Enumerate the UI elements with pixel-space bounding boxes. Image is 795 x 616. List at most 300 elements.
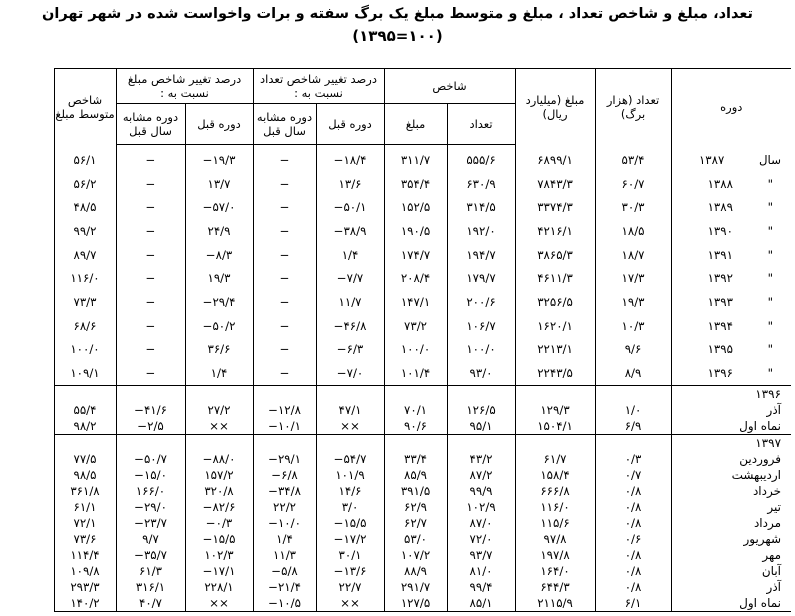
amount-cell: ۶۴۴/۳ <box>515 579 595 595</box>
count-change-prev-cell: ۱۴/۶ <box>316 483 384 499</box>
table-row <box>4 483 791 499</box>
table-row <box>4 499 791 515</box>
count-change-same-cell: − <box>253 145 316 172</box>
index-count-cell: ۸۷/۰ <box>447 515 515 531</box>
index-amount-cell: ۹۰/۶ <box>384 418 447 435</box>
index-amount-cell: ۶۲/۷ <box>384 515 447 531</box>
empty-cell <box>447 385 515 402</box>
amount-change-prev-cell: ۲۲۸/۱ <box>185 579 253 595</box>
index-amount-cell: ۱۰۷/۲ <box>384 547 447 563</box>
year-label: ۱۳۹۱ <box>707 247 733 262</box>
index-count-cell: ۸۷/۲ <box>447 467 515 483</box>
table-row <box>4 515 791 531</box>
average-index-cell: ۱۴۰/۲ <box>54 595 116 612</box>
table-row <box>4 172 791 196</box>
amount-change-prev-cell: ۱۳/۷ <box>185 172 253 196</box>
amount-cell: ۴۶۱۱/۳ <box>515 266 595 290</box>
table-row <box>4 361 791 385</box>
amount-cell: ۴۲۱۶/۱ <box>515 219 595 243</box>
index-amount-cell: ۳۳/۴ <box>384 451 447 467</box>
average-index-cell: ۴۸/۵ <box>54 195 116 219</box>
section-year-label: ۱۳۹۶ <box>671 385 791 402</box>
amount-cell: ۷۸۴۳/۳ <box>515 172 595 196</box>
table-title: تعداد، مبلغ و شاخص تعداد ، مبلغ و متوسط مبلغ یک برگ سفته و برات واخواست شده در شهر تهران <box>41 6 753 22</box>
empty-cell <box>515 385 595 402</box>
amount-cell: ۶۸۹۹/۱ <box>515 145 595 172</box>
count-change-prev-cell: −۷/۷ <box>316 266 384 290</box>
count-change-prev-cell: ×× <box>316 418 384 435</box>
year-label: ۱۳۸۹ <box>707 200 733 215</box>
amount-change-prev-cell: ۳۶/۶ <box>185 338 253 362</box>
amount-change-prev-cell: ۲۷/۲ <box>185 402 253 418</box>
period-cell <box>671 338 791 362</box>
header-count: تعداد (هزار برگ) <box>595 69 671 145</box>
count-cell: ۰/۷ <box>595 467 671 483</box>
count-change-prev-cell: ۱۰۱/۹ <box>316 467 384 483</box>
table-row <box>4 219 791 243</box>
amount-change-same-cell: − <box>116 314 185 338</box>
count-cell: ۱۸/۵ <box>595 219 671 243</box>
empty-cell <box>595 434 671 451</box>
count-change-prev-cell: −۵۰/۱ <box>316 195 384 219</box>
amount-change-prev-cell: −۸۲/۶ <box>185 499 253 515</box>
amount-cell: ۱۲۹/۳ <box>515 402 595 418</box>
count-change-prev-cell: ۱۱/۷ <box>316 290 384 314</box>
count-cell: ۱۰/۳ <box>595 314 671 338</box>
amount-change-same-cell: −۲۹/۰ <box>116 499 185 515</box>
amount-cell: ۱۱۵/۶ <box>515 515 595 531</box>
count-change-prev-cell: ×× <box>316 595 384 612</box>
count-cell: ۱۹/۳ <box>595 290 671 314</box>
empty-cell <box>316 434 384 451</box>
amount-change-same-cell: − <box>116 338 185 362</box>
amount-change-prev-cell: −۸/۳ <box>185 243 253 267</box>
count-change-same-cell: −۱۰/۰ <box>253 515 316 531</box>
amount-change-prev-cell: ۱۰۲/۳ <box>185 547 253 563</box>
header-amount-change: درصد تغییر شاخص مبلغ نسبت به : <box>116 69 253 104</box>
average-index-cell: ۹۸/۲ <box>54 418 116 435</box>
count-cell: ۶/۹ <box>595 418 671 435</box>
count-change-same-cell: −۳۴/۸ <box>253 483 316 499</box>
amount-change-prev-cell: −۱۵/۵ <box>185 531 253 547</box>
average-index-cell: ۲۹۳/۳ <box>54 579 116 595</box>
table-row <box>4 195 791 219</box>
index-count-cell: ۸۱/۰ <box>447 563 515 579</box>
year-label: ۱۳۸۸ <box>707 176 733 191</box>
index-count-cell: ۹۳/۰ <box>447 361 515 385</box>
period-cell <box>671 145 791 172</box>
average-index-cell: ۹۸/۵ <box>54 467 116 483</box>
empty-cell <box>384 434 447 451</box>
amount-cell: ۶۱/۷ <box>515 451 595 467</box>
amount-cell: ۱۱۶/۰ <box>515 499 595 515</box>
amount-change-prev-cell: ۱۹/۳ <box>185 266 253 290</box>
count-cell: ۰/۳ <box>595 451 671 467</box>
data-table <box>4 68 791 612</box>
count-change-prev-cell: −۴۶/۸ <box>316 314 384 338</box>
empty-cell <box>447 434 515 451</box>
month-label: شهریور <box>671 531 791 547</box>
index-amount-cell: ۳۱۱/۷ <box>384 145 447 172</box>
index-amount-cell: ۸۵/۹ <box>384 467 447 483</box>
average-index-cell: ۷۳/۶ <box>54 531 116 547</box>
average-index-cell: ۱۰۰/۰ <box>54 338 116 362</box>
section-year-row <box>4 385 791 402</box>
empty-cell <box>116 385 185 402</box>
period-label: " <box>767 223 774 238</box>
month-label: مهر <box>671 547 791 563</box>
empty-cell <box>54 385 116 402</box>
amount-change-same-cell: −۴۱/۶ <box>116 402 185 418</box>
table-row <box>4 338 791 362</box>
table-subtitle-base-year: (۱۰۰=۱۳۹۵) <box>352 27 443 45</box>
index-count-cell: ۹۹/۴ <box>447 579 515 595</box>
index-count-cell: ۱۰۲/۹ <box>447 499 515 515</box>
amount-change-prev-cell: −۸۸/۰ <box>185 451 253 467</box>
period-label: " <box>767 200 774 215</box>
amount-cell: ۹۷/۸ <box>515 531 595 547</box>
count-change-same-cell: − <box>253 314 316 338</box>
index-count-cell: ۱۷۹/۷ <box>447 266 515 290</box>
count-change-same-cell: − <box>253 195 316 219</box>
average-index-cell: ۵۵/۴ <box>54 402 116 418</box>
index-count-cell: ۲۰۰/۶ <box>447 290 515 314</box>
amount-change-prev-cell: ۲۴/۹ <box>185 219 253 243</box>
amount-change-prev-cell: −۵۰/۲ <box>185 314 253 338</box>
index-count-cell: ۵۵۵/۶ <box>447 145 515 172</box>
count-change-same-cell: − <box>253 172 316 196</box>
amount-change-same-cell: −۲/۵ <box>116 418 185 435</box>
index-amount-cell: ۱۲۷/۵ <box>384 595 447 612</box>
amount-change-prev-cell: −۰/۳ <box>185 515 253 531</box>
amount-change-same-cell: ۳۱۶/۱ <box>116 579 185 595</box>
count-change-same-cell: ۱/۴ <box>253 531 316 547</box>
index-count-cell: ۱۲۶/۵ <box>447 402 515 418</box>
period-cell <box>671 361 791 385</box>
header-index-count: تعداد <box>447 104 515 145</box>
amount-change-same-cell: −۱۵/۰ <box>116 467 185 483</box>
index-amount-cell: ۸۸/۹ <box>384 563 447 579</box>
table-row <box>4 314 791 338</box>
month-label: آبان <box>671 563 791 579</box>
amount-change-same-cell: ۴۰/۷ <box>116 595 185 612</box>
index-amount-cell: ۱۷۴/۷ <box>384 243 447 267</box>
month-label: اردیبهشت <box>671 467 791 483</box>
amount-change-same-cell: − <box>116 145 185 172</box>
header-amount-prev-period: دوره قبل <box>185 104 253 145</box>
index-count-cell: ۱۰۰/۰ <box>447 338 515 362</box>
period-cell <box>671 172 791 196</box>
table-row <box>4 563 791 579</box>
empty-cell <box>253 434 316 451</box>
count-cell: ۰/۸ <box>595 483 671 499</box>
index-amount-cell: ۲۰۸/۴ <box>384 266 447 290</box>
table-row <box>4 243 791 267</box>
count-change-same-cell: − <box>253 361 316 385</box>
period-label: " <box>767 342 774 357</box>
count-change-prev-cell: −۱۳/۶ <box>316 563 384 579</box>
amount-change-same-cell: − <box>116 172 185 196</box>
header-index-amount: مبلغ <box>384 104 447 145</box>
period-label: سال <box>758 152 782 167</box>
index-count-cell: ۷۲/۰ <box>447 531 515 547</box>
count-cell: ۰/۸ <box>595 547 671 563</box>
month-label: خرداد <box>671 483 791 499</box>
amount-change-prev-cell: ×× <box>185 595 253 612</box>
empty-cell <box>253 385 316 402</box>
period-label: " <box>767 294 774 309</box>
average-index-cell: ۱۰۹/۸ <box>54 563 116 579</box>
amount-cell: ۳۳۷۴/۳ <box>515 195 595 219</box>
period-label: " <box>767 318 774 333</box>
count-cell: ۰/۸ <box>595 563 671 579</box>
table-row <box>4 290 791 314</box>
count-cell: ۵۳/۴ <box>595 145 671 172</box>
index-amount-cell: ۳۵۴/۴ <box>384 172 447 196</box>
count-change-prev-cell: −۶/۳ <box>316 338 384 362</box>
count-cell: ۶۰/۷ <box>595 172 671 196</box>
count-change-prev-cell: −۱۵/۵ <box>316 515 384 531</box>
count-change-same-cell: −۱۲/۸ <box>253 402 316 418</box>
average-index-cell: ۷۲/۱ <box>54 515 116 531</box>
amount-change-same-cell: − <box>116 361 185 385</box>
index-amount-cell: ۱۰۰/۰ <box>384 338 447 362</box>
index-amount-cell: ۶۲/۹ <box>384 499 447 515</box>
average-index-cell: ۳۶۱/۸ <box>54 483 116 499</box>
index-amount-cell: ۵۳/۰ <box>384 531 447 547</box>
average-index-cell: ۸۹/۷ <box>54 243 116 267</box>
year-label: ۱۳۹۳ <box>707 294 733 309</box>
amount-cell: ۲۲۱۳/۱ <box>515 338 595 362</box>
index-amount-cell: ۱۵۲/۵ <box>384 195 447 219</box>
header-count-same-period: دوره مشابه سال قبل <box>253 104 316 145</box>
empty-cell <box>515 434 595 451</box>
amount-change-same-cell: − <box>116 195 185 219</box>
count-change-prev-cell: ۴۷/۱ <box>316 402 384 418</box>
amount-change-same-cell: − <box>116 243 185 267</box>
amount-change-prev-cell: ۱۵۷/۲ <box>185 467 253 483</box>
header-average-index: شاخص متوسط مبلغ <box>54 69 116 145</box>
empty-cell <box>595 385 671 402</box>
month-label: نماه اول <box>671 418 791 435</box>
index-count-cell: ۶۳۰/۹ <box>447 172 515 196</box>
year-label: ۱۳۹۴ <box>707 318 733 333</box>
amount-change-same-cell: ۶۱/۳ <box>116 563 185 579</box>
average-index-cell: ۱۱۴/۴ <box>54 547 116 563</box>
count-change-same-cell: −۶/۸ <box>253 467 316 483</box>
header-amount: مبلغ (میلیارد ریال) <box>515 69 595 145</box>
amount-change-prev-cell: −۵۷/۰ <box>185 195 253 219</box>
count-change-same-cell: −۱۰/۱ <box>253 418 316 435</box>
period-label: " <box>767 176 774 191</box>
section-year-row <box>4 434 791 451</box>
average-index-cell: ۶۱/۱ <box>54 499 116 515</box>
average-index-cell: ۵۶/۲ <box>54 172 116 196</box>
count-change-prev-cell: ۳۰/۱ <box>316 547 384 563</box>
count-change-prev-cell: −۵۴/۷ <box>316 451 384 467</box>
count-change-prev-cell: −۷/۰ <box>316 361 384 385</box>
header-amount-same-period: دوره مشابه سال قبل <box>116 104 185 145</box>
month-label: فروردین <box>671 451 791 467</box>
count-change-prev-cell: ۱/۴ <box>316 243 384 267</box>
empty-cell <box>185 434 253 451</box>
year-label: ۱۳۹۲ <box>707 271 733 286</box>
index-count-cell: ۳۱۴/۵ <box>447 195 515 219</box>
amount-change-prev-cell: −۱۷/۱ <box>185 563 253 579</box>
index-amount-cell: ۱۹۰/۵ <box>384 219 447 243</box>
count-cell: ۶/۱ <box>595 595 671 612</box>
count-change-same-cell: − <box>253 243 316 267</box>
count-change-same-cell: − <box>253 219 316 243</box>
amount-cell: ۳۸۶۵/۳ <box>515 243 595 267</box>
year-label: ۱۳۹۵ <box>707 342 733 357</box>
month-label: مرداد <box>671 515 791 531</box>
amount-cell: ۲۲۴۳/۵ <box>515 361 595 385</box>
count-change-same-cell: − <box>253 290 316 314</box>
period-cell <box>671 243 791 267</box>
table-row <box>4 418 791 435</box>
index-amount-cell: ۷۰/۱ <box>384 402 447 418</box>
section-year-label: ۱۳۹۷ <box>671 434 791 451</box>
table-row <box>4 145 791 172</box>
amount-change-prev-cell: −۱۹/۳ <box>185 145 253 172</box>
average-index-cell: ۷۳/۳ <box>54 290 116 314</box>
count-change-same-cell: −۱۰/۵ <box>253 595 316 612</box>
year-label: ۱۳۹۰ <box>707 223 733 238</box>
count-change-same-cell: −۵/۸ <box>253 563 316 579</box>
amount-change-same-cell: ۹/۷ <box>116 531 185 547</box>
header-index: شاخص <box>384 69 515 104</box>
count-cell: ۸/۹ <box>595 361 671 385</box>
index-amount-cell: ۱۴۷/۱ <box>384 290 447 314</box>
table-row <box>4 595 791 612</box>
header-count-change: درصد تغییر شاخص تعداد نسبت به : <box>253 69 384 104</box>
period-cell <box>671 266 791 290</box>
amount-cell: ۱۶۴/۰ <box>515 563 595 579</box>
amount-change-prev-cell: ۳۲۰/۸ <box>185 483 253 499</box>
index-amount-cell: ۱۰۱/۴ <box>384 361 447 385</box>
amount-change-prev-cell: ×× <box>185 418 253 435</box>
month-label: آذر <box>671 579 791 595</box>
amount-cell: ۳۲۵۶/۵ <box>515 290 595 314</box>
count-change-same-cell: − <box>253 266 316 290</box>
amount-change-same-cell: − <box>116 266 185 290</box>
count-cell: ۹/۶ <box>595 338 671 362</box>
amount-cell: ۶۶۶/۸ <box>515 483 595 499</box>
empty-cell <box>116 434 185 451</box>
count-cell: ۱۸/۷ <box>595 243 671 267</box>
count-change-same-cell: ۲۲/۲ <box>253 499 316 515</box>
amount-cell: ۱۹۷/۸ <box>515 547 595 563</box>
table-row <box>4 531 791 547</box>
header-period: دوره <box>671 69 791 145</box>
count-change-same-cell: − <box>253 338 316 362</box>
count-cell: ۰/۸ <box>595 579 671 595</box>
index-amount-cell: ۷۳/۲ <box>384 314 447 338</box>
table-row <box>4 451 791 467</box>
month-label: آذر <box>671 402 791 418</box>
amount-change-same-cell: −۲۳/۷ <box>116 515 185 531</box>
year-label: ۱۳۸۷ <box>698 152 725 167</box>
count-cell: ۰/۶ <box>595 531 671 547</box>
count-change-prev-cell: −۱۷/۲ <box>316 531 384 547</box>
header-count-prev-period: دوره قبل <box>316 104 384 145</box>
period-cell <box>671 195 791 219</box>
empty-cell <box>54 434 116 451</box>
empty-cell <box>185 385 253 402</box>
count-change-prev-cell: ۱۳/۶ <box>316 172 384 196</box>
year-label: ۱۳۹۶ <box>707 366 733 381</box>
amount-cell: ۱۶۲۰/۱ <box>515 314 595 338</box>
period-label: " <box>767 247 774 262</box>
amount-change-prev-cell: −۲۹/۴ <box>185 290 253 314</box>
empty-cell <box>384 385 447 402</box>
count-change-same-cell: −۲۱/۴ <box>253 579 316 595</box>
count-cell: ۳۰/۳ <box>595 195 671 219</box>
amount-cell: ۱۵۰۴/۱ <box>515 418 595 435</box>
count-change-same-cell: ۱۱/۳ <box>253 547 316 563</box>
amount-change-same-cell: −۵۰/۷ <box>116 451 185 467</box>
amount-change-same-cell: − <box>116 219 185 243</box>
count-cell: ۱۷/۳ <box>595 266 671 290</box>
amount-change-same-cell: − <box>116 290 185 314</box>
index-count-cell: ۱۹۴/۷ <box>447 243 515 267</box>
month-label: تیر <box>671 499 791 515</box>
count-change-prev-cell: −۳۸/۹ <box>316 219 384 243</box>
index-count-cell: ۱۰۶/۷ <box>447 314 515 338</box>
count-change-prev-cell: −۱۸/۴ <box>316 145 384 172</box>
average-index-cell: ۵۶/۱ <box>54 145 116 172</box>
period-label: " <box>767 366 774 381</box>
table-row <box>4 266 791 290</box>
amount-cell: ۲۱۱۵/۹ <box>515 595 595 612</box>
index-count-cell: ۴۳/۲ <box>447 451 515 467</box>
average-index-cell: ۶۸/۶ <box>54 314 116 338</box>
period-cell <box>671 219 791 243</box>
count-change-prev-cell: ۳/۰ <box>316 499 384 515</box>
index-count-cell: ۱۹۲/۰ <box>447 219 515 243</box>
table-row <box>4 579 791 595</box>
average-index-cell: ۱۱۶/۰ <box>54 266 116 290</box>
empty-cell <box>316 385 384 402</box>
amount-cell: ۱۵۸/۴ <box>515 467 595 483</box>
month-label: نماه اول <box>671 595 791 612</box>
table-row <box>4 467 791 483</box>
index-amount-cell: ۳۹۱/۵ <box>384 483 447 499</box>
table-row <box>4 547 791 563</box>
count-cell: ۰/۸ <box>595 515 671 531</box>
average-index-cell: ۹۹/۲ <box>54 219 116 243</box>
amount-change-same-cell: −۳۵/۷ <box>116 547 185 563</box>
period-cell <box>671 290 791 314</box>
index-amount-cell: ۲۹۱/۷ <box>384 579 447 595</box>
index-count-cell: ۹۵/۱ <box>447 418 515 435</box>
average-index-cell: ۷۷/۵ <box>54 451 116 467</box>
table-row <box>4 402 791 418</box>
period-label: " <box>767 271 774 286</box>
index-count-cell: ۹۹/۹ <box>447 483 515 499</box>
amount-change-same-cell: ۱۶۶/۰ <box>116 483 185 499</box>
count-change-same-cell: −۲۹/۱ <box>253 451 316 467</box>
average-index-cell: ۱۰۹/۱ <box>54 361 116 385</box>
index-count-cell: ۸۵/۱ <box>447 595 515 612</box>
index-count-cell: ۹۳/۷ <box>447 547 515 563</box>
period-cell <box>671 314 791 338</box>
count-cell: ۰/۸ <box>595 499 671 515</box>
count-cell: ۱/۰ <box>595 402 671 418</box>
amount-change-prev-cell: ۱/۴ <box>185 361 253 385</box>
count-change-prev-cell: ۲۲/۷ <box>316 579 384 595</box>
